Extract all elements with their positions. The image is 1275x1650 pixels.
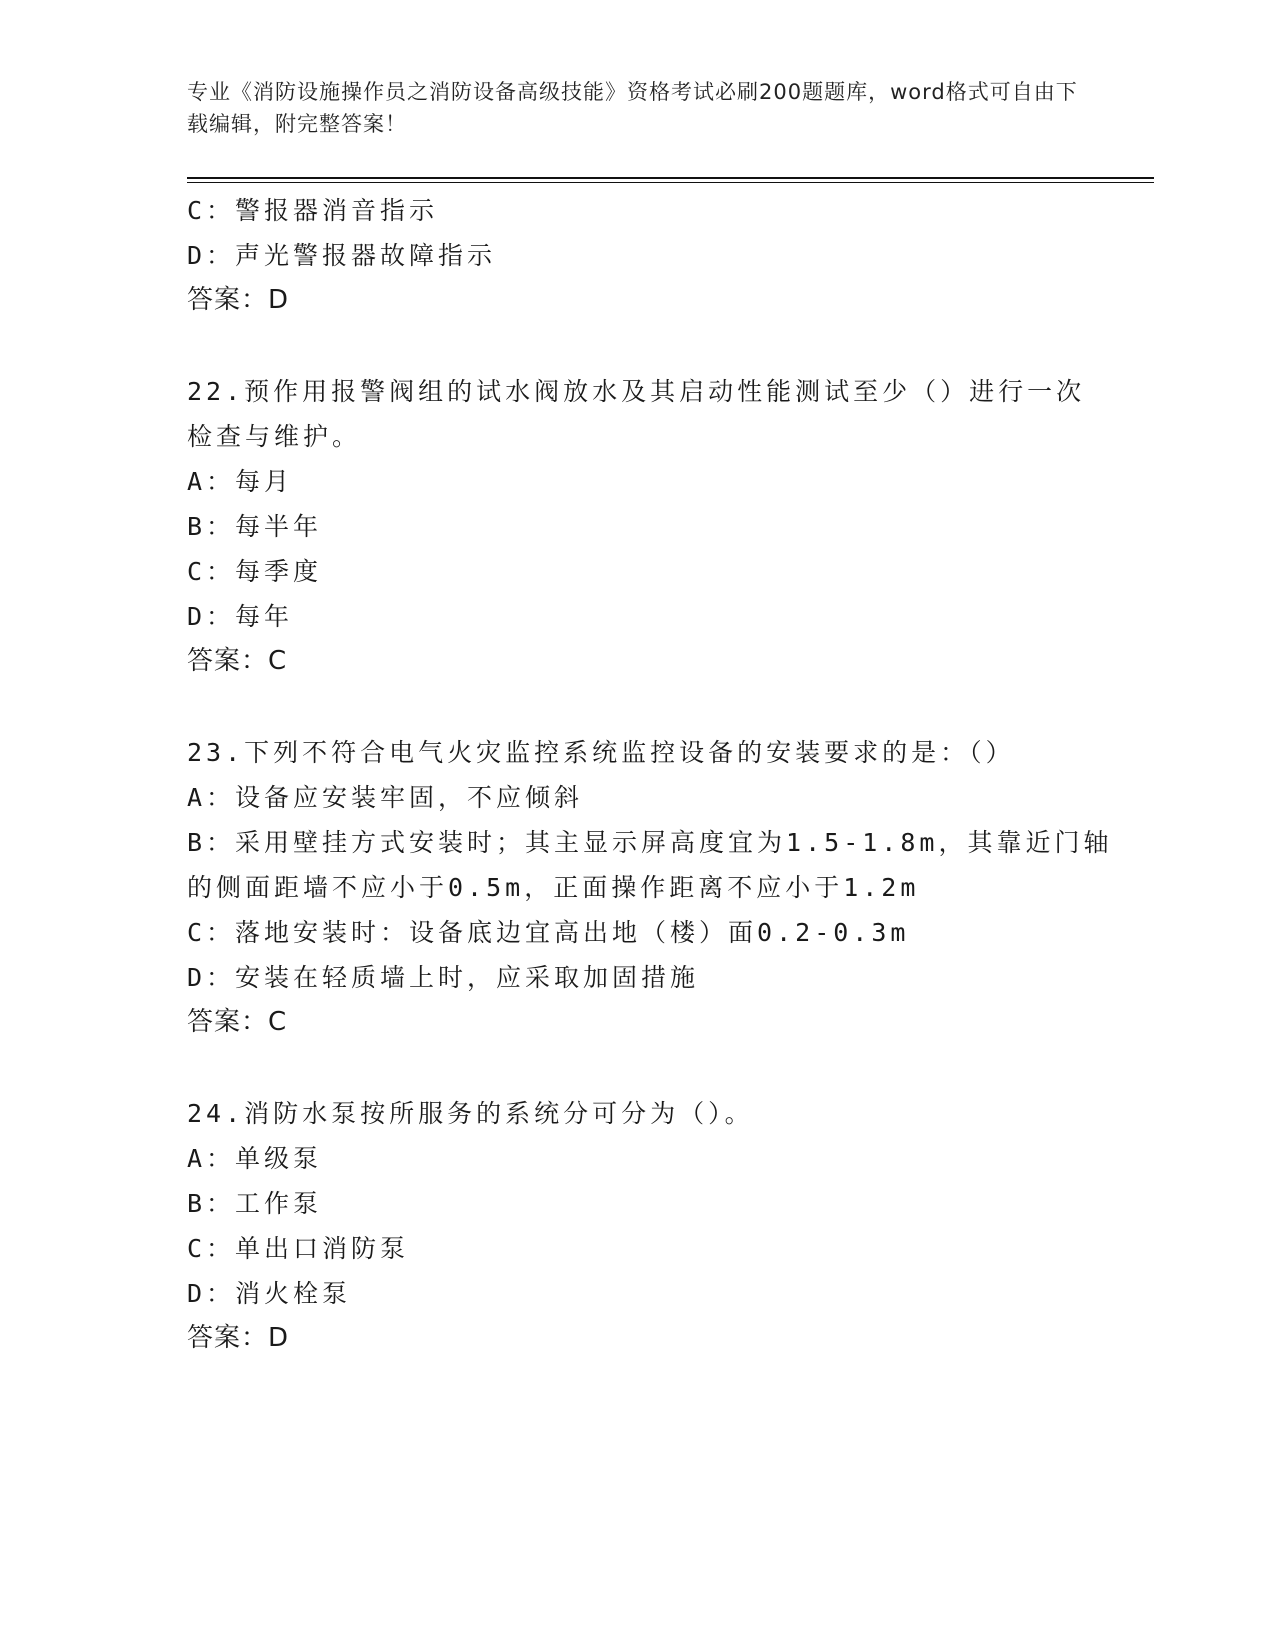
option-d: D：消火栓泵 [187, 1279, 352, 1308]
option-d: D：声光警报器故障指示 [187, 241, 497, 270]
option-a: A：设备应安装牢固，不应倾斜 [187, 783, 584, 812]
question-block-24 [187, 1091, 1087, 1361]
question-stem: 23.下列不符合电气火灾监控系统监控设备的安装要求的是：（） [187, 738, 1015, 767]
document-body [187, 188, 1113, 1361]
option-b: B：采用壁挂方式安装时；其主显示屏高度宜为1.5-1.8m，其靠近门轴 [187, 828, 1113, 857]
option-a: A：每月 [187, 467, 294, 496]
question-block-previous [187, 188, 1087, 323]
option-c: C：落地安装时：设备底边宜高出地（楼）面0.2-0.3m [187, 918, 910, 947]
question-stem: 24.消防水泵按所服务的系统分可分为（）。 [187, 1099, 754, 1128]
answer-line: 答案：D [187, 285, 290, 315]
question-block-22 [187, 369, 1087, 684]
header-text: 专业《消防设施操作员之消防设备高级技能》资格考试必刷200题题库，word格式可自由下载编辑，附完整答案！ [187, 80, 1078, 136]
question-block-23 [187, 730, 1113, 1045]
question-stem: 22.预作用报警阀组的试水阀放水及其启动性能测试至少（）进行一次 [187, 377, 1086, 406]
answer-line: 答案：D [187, 1323, 290, 1353]
option-a: A：单级泵 [187, 1144, 323, 1173]
option-c: C：每季度 [187, 557, 323, 586]
question-stem-continued: 检查与维护。 [187, 422, 362, 451]
document-header [187, 76, 1087, 140]
option-b: B：工作泵 [187, 1189, 323, 1218]
option-b-continued: 的侧面距墙不应小于0.5m，正面操作距离不应小于1.2m [187, 873, 920, 902]
option-c: C：警报器消音指示 [187, 196, 439, 225]
answer-line: 答案：C [187, 646, 288, 676]
header-divider [187, 177, 1154, 179]
option-c: C：单出口消防泵 [187, 1234, 410, 1263]
option-d: D：每年 [187, 602, 294, 631]
option-b: B：每半年 [187, 512, 323, 541]
header-divider-thin [187, 182, 1154, 183]
answer-line: 答案：C [187, 1007, 288, 1037]
option-d: D：安装在轻质墙上时，应采取加固措施 [187, 963, 700, 992]
